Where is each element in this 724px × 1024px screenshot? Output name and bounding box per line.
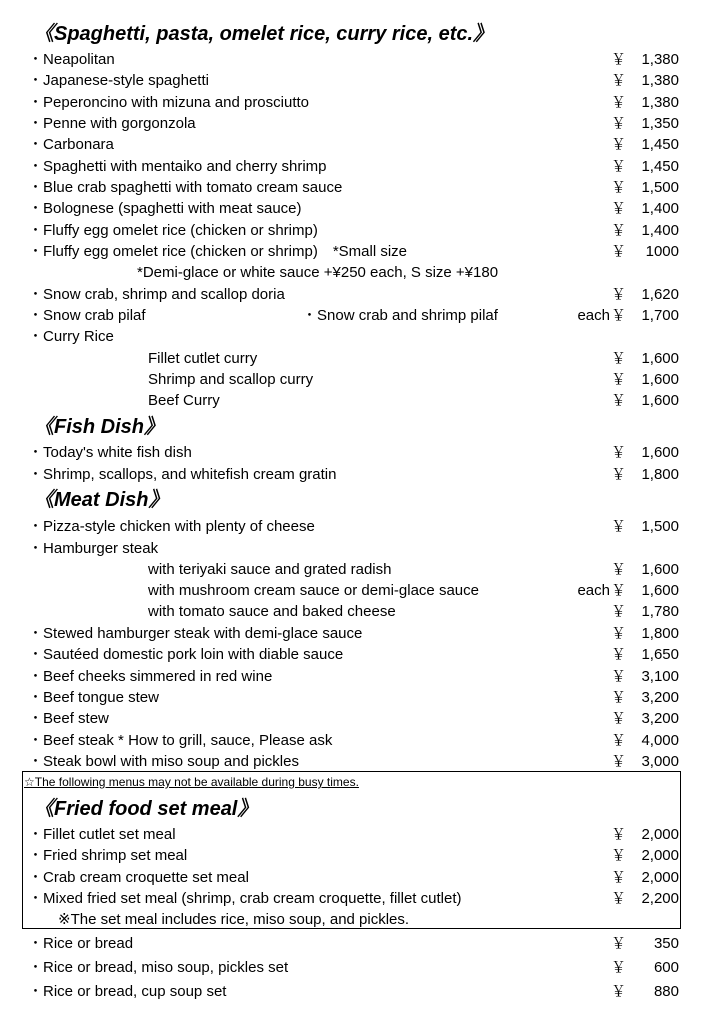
menu-item: ・Rice or bread ￥ 350 — [28, 935, 679, 952]
menu-item: ・Blue crab spaghetti with tomato cream sauce ￥ 1,500 — [28, 179, 679, 196]
menu-item: ・Japanese-style spaghetti ￥ 1,380 — [28, 72, 679, 89]
menu-item: ・Pizza-style chicken with plenty of cheese ￥ 1,500 — [28, 518, 679, 535]
menu-item: ・Peperoncino with mizuna and prosciutto ￥ 1,380 — [28, 94, 679, 111]
menu-item: ・Fillet cutlet set meal ￥ 2,000 — [28, 826, 679, 843]
menu-item: Shrimp and scallop curry ￥ 1,600 — [148, 371, 679, 388]
menu-item: ・Crab cream croquette set meal ￥ 2,000 — [28, 869, 679, 886]
menu-item: ・Curry Rice — [28, 328, 114, 345]
menu-item: ・Mixed fried set meal (shrimp, crab cream croquette, fillet cutlet) ￥ 2,200 — [28, 890, 679, 907]
section-heading-meat: 《Meat Dish》 — [34, 489, 169, 511]
menu-item: ・Steak bowl with miso soup and pickles ￥ 3,000 — [28, 753, 679, 770]
menu-item: ・Beef steak * How to grill, sauce, Please ask ￥ 4,000 — [28, 732, 679, 749]
menu-item: ・Rice or bread, miso soup, pickles set ￥ 600 — [28, 959, 679, 976]
menu-item: ・Stewed hamburger steak with demi-glace sauce ￥ 1,800 — [28, 625, 679, 642]
omelet-note: *Demi-glace or white sauce +¥250 each, S size +¥180 — [137, 264, 499, 281]
menu-item: with mushroom cream sauce or demi-glace sauce each ￥ 1,600 — [148, 582, 679, 599]
menu-item: ・Bolognese (spaghetti with meat sauce) ￥ 1,400 — [28, 200, 679, 217]
menu-item: ・Spaghetti with mentaiko and cherry shrimp ￥ 1,450 — [28, 158, 679, 175]
menu-item: ・Fluffy egg omelet rice (chicken or shrimp) ￥ 1,400 — [28, 222, 679, 239]
menu-item: with teriyaki sauce and grated radish ￥ 1,600 — [148, 561, 679, 578]
menu-item: Beef Curry ￥ 1,600 — [148, 392, 679, 409]
menu-item: Fillet cutlet curry ￥ 1,600 — [148, 350, 679, 367]
menu-item: ・Today's white fish dish ￥ 1,600 — [28, 444, 679, 461]
menu-item: ・Rice or bread, cup soup set ￥ 880 — [28, 983, 679, 1000]
menu-item: ・Beef cheeks simmered in red wine ￥ 3,100 — [28, 668, 679, 685]
menu-item: ・Beef stew ￥ 3,200 — [28, 710, 679, 727]
menu-item: ・Snow crab pilaf ・Snow crab and shrimp pilaf each ￥ 1,700 — [28, 307, 679, 324]
busy-times-note: ☆The following menus may not be available during busy times. — [24, 775, 359, 789]
section-heading-fried: 《Fried food set meal》 — [34, 798, 258, 820]
menu-item: ・Fluffy egg omelet rice (chicken or shrimp) *Small size ￥ 1000 — [28, 243, 679, 260]
menu-item: ・Hamburger steak — [28, 540, 159, 557]
menu-item: ・Shrimp, scallops, and whitefish cream gratin ￥ 1,800 — [28, 466, 679, 483]
section-heading-pasta: 《Spaghetti, pasta, omelet rice, curry rice, etc.》 — [34, 23, 494, 45]
menu-item: ・Neapolitan ￥ 1,380 — [28, 51, 679, 68]
menu-item: ・Fried shrimp set meal ￥ 2,000 — [28, 847, 679, 864]
menu-item: ・Beef tongue stew ￥ 3,200 — [28, 689, 679, 706]
section-heading-fish: 《Fish Dish》 — [34, 416, 165, 438]
set-meal-note: ※The set meal includes rice, miso soup, and pickles. — [58, 911, 410, 928]
menu-item: ・Sautéed domestic pork loin with diable sauce ￥ 1,650 — [28, 646, 679, 663]
menu-item: ・Snow crab, shrimp and scallop doria ￥ 1,620 — [28, 286, 679, 303]
menu-item: with tomato sauce and baked cheese ￥ 1,780 — [148, 603, 679, 620]
menu-item: ・Penne with gorgonzola ￥ 1,350 — [28, 115, 679, 132]
menu-item: ・Carbonara ￥ 1,450 — [28, 136, 679, 153]
